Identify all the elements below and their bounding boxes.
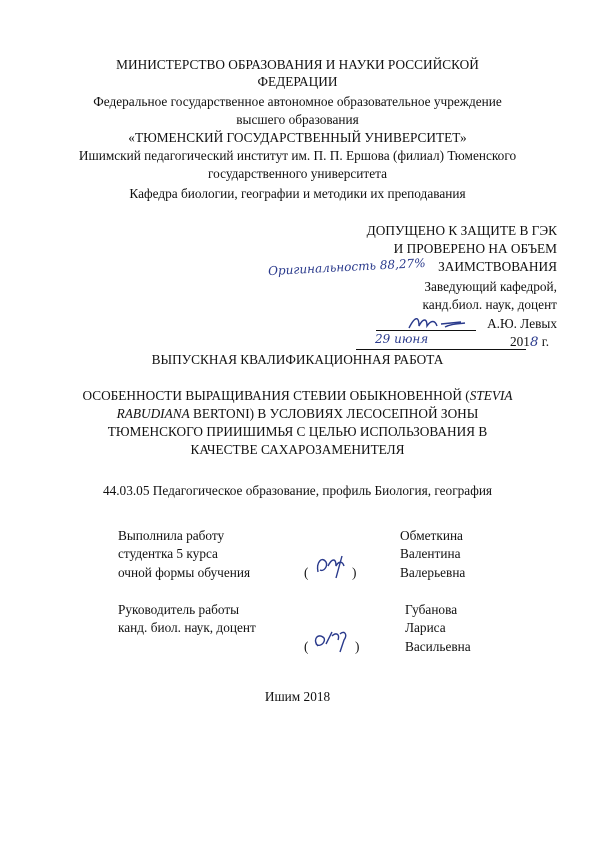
department-name: Кафедра биологии, географии и методики их преподавания <box>129 186 466 201</box>
author-paren-open: ( <box>304 565 309 580</box>
approval-line-2: И ПРОВЕРЕНО НА ОБЪЕМ <box>393 241 557 256</box>
institute-line-1: Ишимский педагогический институт им. П. П. Ершова (филиал) Тюменского <box>78 148 517 163</box>
approval-line-1: ДОПУЩЕНО К ЗАЩИТЕ В ГЭК <box>366 223 557 238</box>
year-suffix: г. <box>538 334 550 349</box>
institution-line-1: Федеральное государственное автономное образовательное учреждение <box>93 94 502 109</box>
specialty: 44.03.05 Педагогическое образование, профиль Биология, география <box>102 483 493 498</box>
author-signature <box>312 552 356 580</box>
date-line <box>356 349 526 350</box>
author-name: Валентина <box>400 546 461 561</box>
author-role-line-2: студентка 5 курса <box>118 546 218 561</box>
approval-line-3: ЗАИМСТВОВАНИЯ <box>438 259 557 274</box>
author-patronymic: Валерьевна <box>400 565 466 580</box>
ministry-line-2: ФЕДЕРАЦИИ <box>257 74 338 89</box>
head-title: Заведующий кафедрой, <box>424 279 557 294</box>
head-degree: канд.биол. наук, доцент <box>422 297 557 312</box>
title-line-1-text: ОСОБЕННОСТИ ВЫРАЩИВАНИЯ СТЕВИИ ОБЫКНОВЕННОЙ ( <box>82 388 470 403</box>
title-line-4: КАЧЕСТВЕ САХАРОЗАМЕНИТЕЛЯ <box>190 442 405 457</box>
year-prefix: 201 <box>510 334 530 349</box>
ministry-line-1: МИНИСТЕРСТВО ОБРАЗОВАНИЯ И НАУКИ РОССИЙСКОЙ <box>116 57 479 72</box>
title-line-3: ТЮМЕНСКОГО ПРИИШИМЬЯ С ЦЕЛЬЮ ИСПОЛЬЗОВАНИЯ В <box>107 424 488 439</box>
supervisor-signature <box>310 626 356 654</box>
supervisor-paren-close: ) <box>355 639 360 654</box>
year-digit: 8 <box>529 335 539 350</box>
title-line-1 <box>0 388 595 404</box>
title-line-2-text: BERTONI) В УСЛОВИЯХ ЛЕСОСЕПНОЙ ЗОНЫ <box>189 406 479 421</box>
approval-date-year <box>510 334 549 351</box>
author-role-line-3: очной формы обучения <box>118 565 251 580</box>
author-role-line-1: Выполнила работу <box>118 528 225 543</box>
title-line-2-italic: RABUDIANA <box>116 406 190 421</box>
originality-handwritten-note: Оригинальность 88,27% <box>267 255 426 279</box>
supervisor-name: Лариса <box>405 620 446 635</box>
university-name: «ТЮМЕНСКИЙ ГОСУДАРСТВЕННЫЙ УНИВЕРСИТЕТ» <box>128 130 467 145</box>
institution-line-2: высшего образования <box>236 112 359 127</box>
supervisor-role-line-2: канд. биол. наук, доцент <box>118 620 256 635</box>
supervisor-role-line-1: Руководитель работы <box>118 602 240 617</box>
date-handwritten: 29 июня <box>375 332 429 346</box>
head-name: А.Ю. Левых <box>487 316 557 331</box>
title-line-2 <box>0 406 595 422</box>
author-paren-close: ) <box>352 565 357 580</box>
author-surname: Обметкина <box>400 528 463 543</box>
work-type: ВЫПУСКНАЯ КВАЛИФИКАЦИОННАЯ РАБОТА <box>151 352 444 367</box>
supervisor-patronymic: Васильевна <box>405 639 471 654</box>
head-signature <box>405 312 475 334</box>
institute-line-2: государственного университета <box>208 166 387 181</box>
supervisor-surname: Губанова <box>405 602 458 617</box>
title-line-1-italic: STEVIA <box>469 388 513 403</box>
supervisor-paren-open: ( <box>304 639 309 654</box>
city-year: Ишим 2018 <box>264 689 331 704</box>
